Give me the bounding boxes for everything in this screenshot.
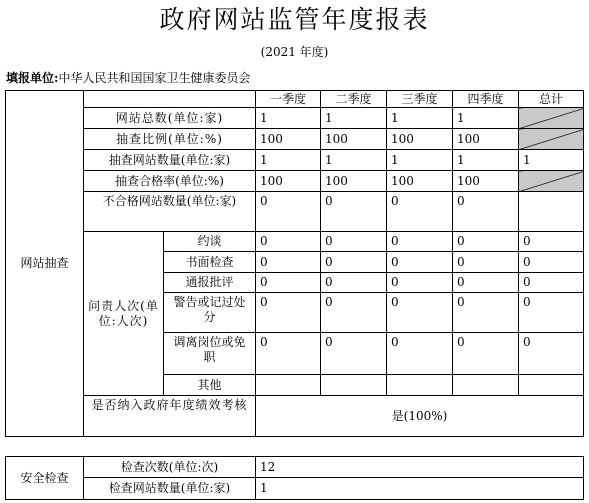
security-row-label: 检查网站数量(单位:家) — [84, 478, 256, 500]
cell-value: 0 — [256, 232, 321, 252]
table-row — [6, 478, 584, 500]
cell-value: 0 — [519, 273, 584, 293]
cell-value: 0 — [321, 333, 387, 375]
cell-value: 0 — [387, 293, 453, 333]
cell-value: 100 — [321, 129, 387, 150]
cell-value: 0 — [453, 192, 519, 232]
cell-value: 0 — [256, 252, 321, 273]
cell-value: 0 — [321, 232, 387, 252]
header-blank — [84, 91, 256, 108]
cell-value — [453, 375, 519, 396]
accountability-item-label: 约谈 — [164, 232, 256, 252]
cell-value: 1 — [321, 108, 387, 129]
cell-value: 100 — [387, 129, 453, 150]
cell-value: 1 — [519, 150, 584, 171]
cell-value — [387, 375, 453, 396]
report-title: 政府网站监管年度报表 — [159, 5, 430, 34]
header-row — [6, 91, 584, 108]
cell-value: 1 — [453, 150, 519, 171]
accountability-label: 问责人次(单位:人次) — [84, 232, 164, 396]
cell-value: 1 — [387, 108, 453, 129]
report-table — [5, 90, 584, 437]
cell-value — [519, 375, 584, 396]
cell-value: 1 — [321, 150, 387, 171]
cell-value: 0 — [519, 293, 584, 333]
cell-value: 0 — [453, 232, 519, 252]
cell-value: 1 — [256, 150, 321, 171]
reporting-unit-value: 中华人民共和国国家卫生健康委员会 — [58, 71, 251, 85]
cell-value: 1 — [453, 108, 519, 129]
assessment-value: 是(100%) — [256, 396, 584, 437]
accountability-item-label: 调离岗位或免职 — [164, 333, 256, 375]
cell-value — [519, 192, 584, 232]
table-row — [6, 396, 584, 437]
security-table — [5, 456, 584, 500]
cell-value: 0 — [321, 293, 387, 333]
cell-value: 0 — [321, 252, 387, 273]
cell-value: 0 — [387, 273, 453, 293]
row-label-failed-sites: 不合格网站数量(单位:家) — [84, 192, 256, 232]
header-total: 总计 — [519, 91, 584, 108]
cell-value: 0 — [387, 333, 453, 375]
cell-value — [256, 375, 321, 396]
cell-value: 100 — [256, 129, 321, 150]
slashed-cell — [519, 171, 584, 192]
cell-value: 0 — [321, 192, 387, 232]
cell-value: 100 — [321, 171, 387, 192]
report-year: (2021 年度) — [260, 45, 329, 59]
cell-value: 1 — [256, 108, 321, 129]
cell-value: 0 — [453, 273, 519, 293]
header-q3: 三季度 — [387, 91, 453, 108]
header-q2: 二季度 — [321, 91, 387, 108]
cell-value: 0 — [387, 192, 453, 232]
row-label-total-sites: 网站总数(单位:家) — [84, 108, 256, 129]
table-row — [6, 232, 584, 252]
table-row — [6, 457, 584, 478]
cell-value: 100 — [453, 129, 519, 150]
section-security: 安全检查 — [6, 457, 84, 500]
cell-value: 100 — [387, 171, 453, 192]
cell-value: 0 — [519, 333, 584, 375]
table-row — [6, 129, 584, 150]
section-site-check: 网站抽查 — [6, 91, 84, 437]
row-label-sample-ratio: 抽查比例(单位:%) — [84, 129, 256, 150]
cell-value: 0 — [453, 293, 519, 333]
slashed-cell — [519, 129, 584, 150]
cell-value: 0 — [321, 273, 387, 293]
table-row — [6, 150, 584, 171]
cell-value: 0 — [256, 192, 321, 232]
accountability-item-label: 其他 — [164, 375, 256, 396]
accountability-item-label: 书面检查 — [164, 252, 256, 273]
assessment-label: 是否纳入政府年度绩效考核 — [84, 396, 256, 437]
table-row — [6, 108, 584, 129]
cell-value — [321, 375, 387, 396]
cell-value: 0 — [256, 273, 321, 293]
cell-value: 0 — [453, 333, 519, 375]
cell-value: 1 — [387, 150, 453, 171]
cell-value: 0 — [387, 232, 453, 252]
cell-value: 12 — [256, 457, 584, 478]
accountability-item-label: 通报批评 — [164, 273, 256, 293]
cell-value: 0 — [519, 232, 584, 252]
cell-value: 0 — [519, 252, 584, 273]
cell-value: 100 — [453, 171, 519, 192]
table-row — [6, 171, 584, 192]
cell-value: 1 — [256, 478, 584, 500]
row-label-sampled-sites: 抽查网站数量(单位:家) — [84, 150, 256, 171]
cell-value: 0 — [387, 252, 453, 273]
row-label-pass-rate: 抽查合格率(单位:%) — [84, 171, 256, 192]
security-row-label: 检查次数(单位:次) — [84, 457, 256, 478]
slashed-cell — [519, 108, 584, 129]
cell-value: 0 — [453, 252, 519, 273]
cell-value: 100 — [256, 171, 321, 192]
cell-value: 0 — [256, 333, 321, 375]
table-row — [6, 192, 584, 232]
cell-value: 0 — [256, 293, 321, 333]
reporting-unit-label: 填报单位: — [6, 71, 59, 85]
header-q4: 四季度 — [453, 91, 519, 108]
header-q1: 一季度 — [256, 91, 321, 108]
accountability-item-label: 警告或记过处分 — [164, 293, 256, 333]
reporting-unit — [6, 71, 250, 85]
